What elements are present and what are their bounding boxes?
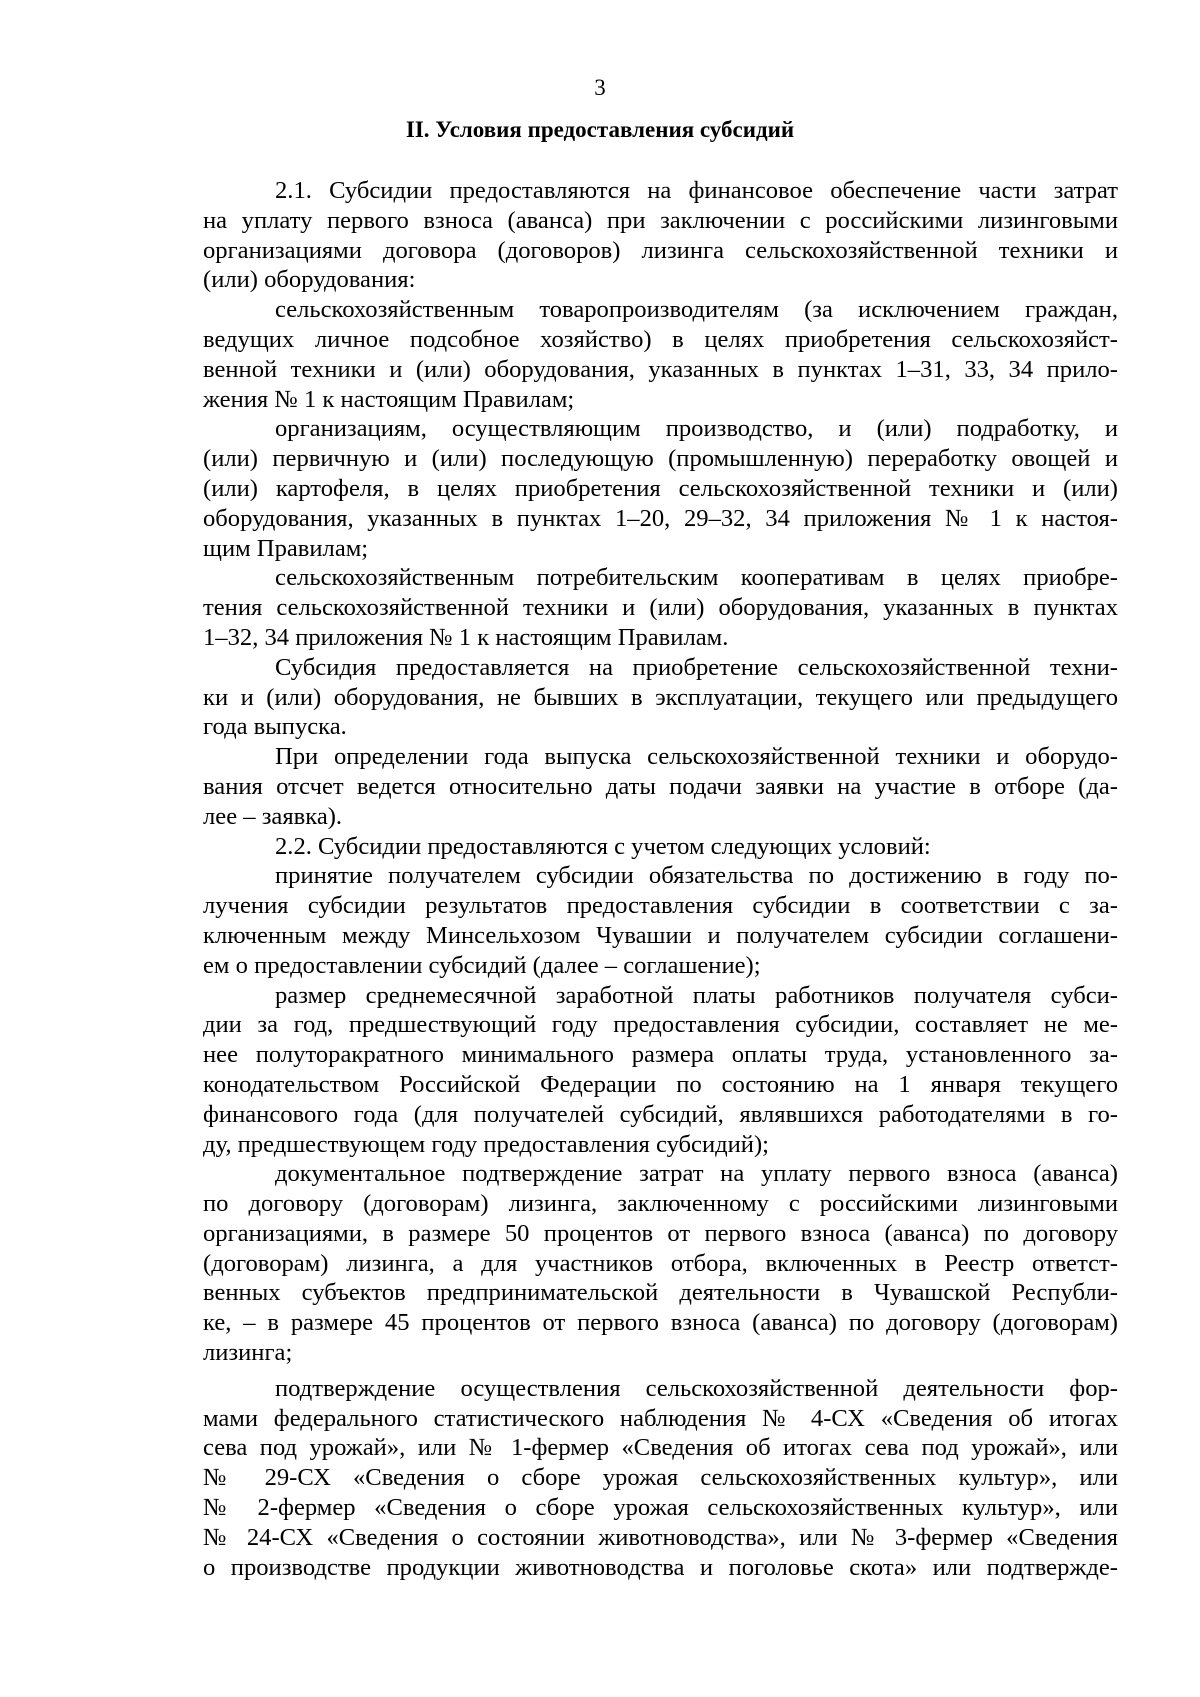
text-line: организациям, осуществляющим производство, и (или) подработку, и <box>275 415 1118 443</box>
text-line: принятие получателем субсидии обязательства по достижению в году по- <box>275 862 1118 890</box>
text-line: организациями, в размере 50 процентов от первого взноса (аванса) по договору <box>203 1219 1118 1247</box>
text-line: мами федерального статистического наблюдения № 4-СХ «Сведения об итогах <box>203 1404 1118 1432</box>
text-line: подтверждение осуществления сельскохозяйственной деятельности фор- <box>275 1374 1118 1402</box>
text-line: по договору (договорам) лизинга, заключенному с российскими лизинговыми <box>203 1190 1118 1218</box>
text-line: года выпуска. <box>203 713 347 741</box>
text-line: о производстве продукции животноводства и поголовье скота» или подтвержде- <box>203 1553 1118 1581</box>
text-line: (или) оборудования: <box>203 266 416 294</box>
text-line: сельскохозяйственным потребительским кооперативам в целях приобре- <box>275 564 1118 592</box>
text-line: ки и (или) оборудования, не бывших в эксплуатации, текущего или предыдущего <box>203 683 1118 711</box>
text-line: документальное подтверждение затрат на уплату первого взноса (аванса) <box>275 1160 1118 1188</box>
text-line: ключенным между Минсельхозом Чувашии и получателем субсидии соглашени- <box>203 921 1118 949</box>
text-line: № 29-СХ «Сведения о сборе урожая сельскохозяйственных культур», или <box>203 1464 1118 1492</box>
text-line: (или) картофеля, в целях приобретения сельскохозяйственной техники и (или) <box>203 474 1118 502</box>
text-line: финансового года (для получателей субсидий, являвшихся работодателями в го- <box>203 1100 1118 1128</box>
text-line: ведущих личное подсобное хозяйство) в целях приобретения сельскохозяйст- <box>203 325 1118 353</box>
text-line: на уплату первого взноса (аванса) при заключении с российскими лизинговыми <box>203 206 1118 234</box>
text-line: жения № 1 к настоящим Правилам; <box>203 385 575 413</box>
text-line: венных субъектов предпринимательской деятельности в Чувашской Республи- <box>203 1279 1118 1307</box>
text-line: 1–32, 34 приложения № 1 к настоящим Правилам. <box>203 623 729 651</box>
text-line: 2.1. Субсидии предоставляются на финансовое обеспечение части затрат <box>275 177 1118 204</box>
page-number: 3 <box>594 75 606 100</box>
text-line: № 24-СХ «Сведения о состоянии животноводства», или № 3-фермер «Сведения <box>203 1523 1118 1551</box>
text-line: ем о предоставлении субсидий (далее – соглашение); <box>203 951 761 979</box>
text-line: (договорам) лизинга, а для участников отбора, включенных в Реестр ответст- <box>203 1249 1118 1277</box>
text-line: конодательством Российской Федерации по состоянию на 1 января текущего <box>203 1070 1118 1098</box>
section-title: II. Условия предоставления субсидий <box>405 117 795 142</box>
text-line: венной техники и (или) оборудования, указанных в пунктах 1–31, 33, 34 прило- <box>203 355 1118 383</box>
text-line: нее полуторакратного минимального размера оплаты труда, установленного за- <box>203 1041 1118 1069</box>
text-line: тения сельскохозяйственной техники и (или) оборудования, указанных в пунктах <box>203 594 1118 622</box>
text-line: ду, предшествующем году предоставления субсидий); <box>203 1130 769 1158</box>
text-line: организациями договора (договоров) лизинга сельскохозяйственной техники и <box>203 236 1118 264</box>
text-line: 2.2. Субсидии предоставляются с учетом следующих условий: <box>275 832 931 860</box>
body-text <box>203 176 1118 1582</box>
text-line: оборудования, указанных в пунктах 1–20, 29–32, 34 приложения № 1 к настоя- <box>203 504 1118 532</box>
text-line: лее – заявка). <box>203 802 343 830</box>
text-line: лизинга; <box>203 1339 293 1367</box>
text-line: сева под урожай», или № 1-фермер «Сведения об итогах сева под урожай», или <box>203 1434 1118 1462</box>
text-line: вания отсчет ведется относительно даты подачи заявки на участие в отборе (да- <box>203 772 1118 800</box>
text-line: щим Правилам; <box>203 534 369 562</box>
text-line: ке, – в размере 45 процентов от первого взноса (аванса) по договору (договорам) <box>203 1309 1118 1337</box>
text-line: дии за год, предшествующий году предоставления субсидии, составляет не ме- <box>203 1011 1118 1039</box>
text-line: № 2-фермер «Сведения о сборе урожая сельскохозяйственных культур», или <box>203 1494 1118 1522</box>
text-line: (или) первичную и (или) последующую (промышленную) переработку овощей и <box>203 445 1118 473</box>
text-line: лучения субсидии результатов предоставления субсидии в соответствии с за- <box>203 892 1118 920</box>
text-line: размер среднемесячной заработной платы работников получателя субси- <box>275 981 1118 1009</box>
text-line: сельскохозяйственным товаропроизводителям (за исключением граждан, <box>275 296 1118 324</box>
text-line: Субсидия предоставляется на приобретение сельскохозяйственной техни- <box>275 653 1118 681</box>
text-line: При определении года выпуска сельскохозяйственной техники и оборудо- <box>275 743 1118 771</box>
